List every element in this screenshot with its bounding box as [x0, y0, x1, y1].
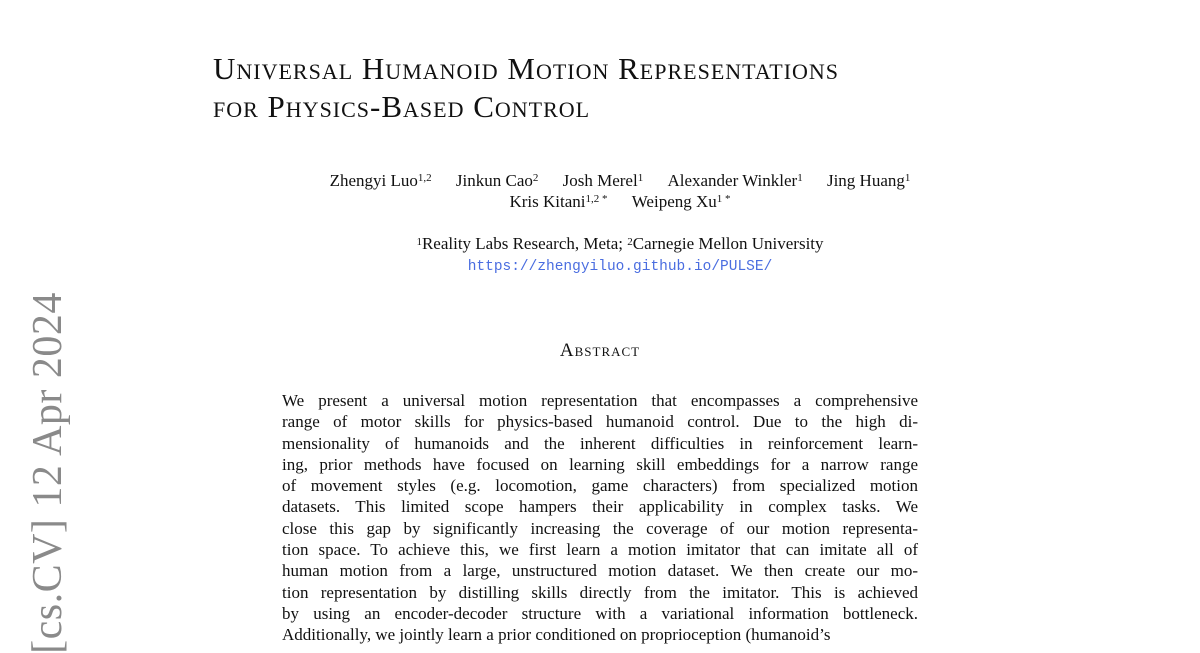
author-list [200, 170, 1040, 212]
author: Josh Merel$^1$ [562, 171, 644, 190]
abstract-line: ing, prior methods have focused on learning skill embeddings for a narrow range [282, 454, 918, 474]
abstract-line: Additionally, we jointly learn a prior conditioned on proprioception (humanoid’s [282, 625, 831, 645]
author: Weipeng $Xu^{1 *}$ [631, 192, 731, 211]
abstract-line: of movement styles (e.g. locomotion, game characters) from specialized motion [282, 476, 918, 496]
abstract-line: range of motor skills for physics-based humanoid control. Due to the high di- [282, 412, 918, 432]
author: Kris Kitani$^{1,2 *}$ [509, 192, 608, 211]
abstract-line: mensionality of humanoids and the inherent difficulties in reinforcement learn- [282, 433, 918, 453]
paper-title [213, 50, 1033, 126]
affiliations: $^1$Reality Labs Research, Meta; $^2$Carnegie Mellon University [416, 234, 824, 253]
arxiv-stamp [18, 291, 78, 653]
abstract-line: We present a universal motion representation that encompasses a comprehensive [282, 391, 918, 410]
abstract-line: by using an encoder-decoder structure with a variational information bottleneck. [282, 603, 918, 623]
arxiv-stamp-text: [cs.CV] 12 Apr 2024 [25, 291, 71, 653]
project-url-link[interactable]: https://zhengyiluo.github.io/PULSE/ [467, 259, 773, 275]
abstract-heading: Abstract [559, 340, 641, 361]
abstract-line: human motion from a large, unstructured motion dataset. We then create our mo- [282, 561, 918, 581]
author: Zhengyi Luo$^{1,2}$ [329, 171, 432, 190]
author-row-2 [200, 191, 1040, 212]
abstract-line: tion representation by distilling skills directly from the imitator. This is achieved [282, 582, 918, 602]
abstract-line: close this gap by significantly increasing the coverage of our motion representa- [282, 518, 918, 538]
author: Jinkun Cao$^2$ [455, 171, 539, 190]
title-line-2: for Physics-Based Control [213, 89, 591, 124]
abstract-body [282, 390, 918, 646]
author: Jing Huang$^1$ [826, 171, 911, 190]
abstract-line: tion space. To achieve this, we first learn a motion imitator that can imitate all of [282, 540, 918, 560]
author-row-1 [200, 170, 1040, 191]
abstract-line: datasets. This limited scope hampers their applicability in complex tasks. We [282, 497, 918, 517]
title-line-1: Universal Humanoid Motion Representations [213, 51, 840, 86]
author: Alexander Winkler$^1$ [667, 171, 803, 190]
